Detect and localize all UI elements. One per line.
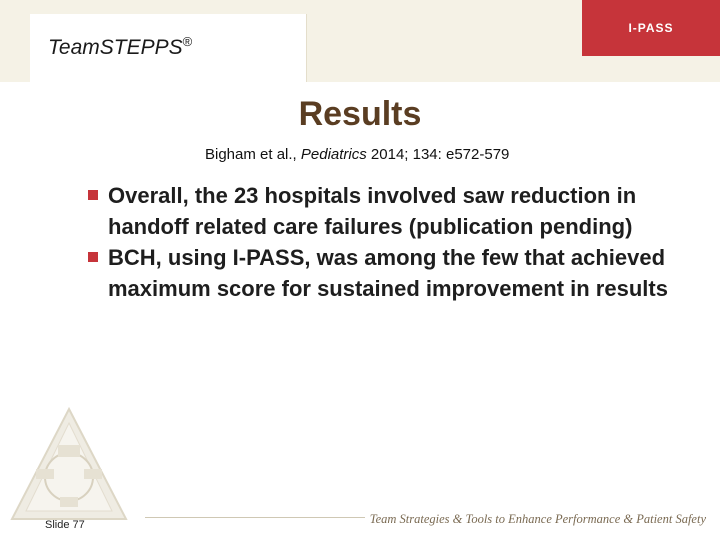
slide-title: Results (298, 95, 422, 133)
bullet-item (88, 242, 688, 304)
bullet-list (88, 180, 688, 304)
module-tab: I-PASS (582, 0, 720, 56)
slide-number: Slide 77 (45, 519, 85, 531)
bullet-text: BCH, using I-PASS, was among the few that achieved maximum score for sustained improvement in results (108, 245, 668, 301)
citation-details: 2014; 134: e572-579 (366, 146, 510, 163)
citation (205, 146, 509, 163)
citation-journal: Pediatrics (300, 146, 367, 163)
footer-divider (145, 517, 365, 518)
bullet-item (88, 180, 688, 242)
square-bullet-icon (88, 252, 98, 262)
footer-tagline: Team Strategies & Tools to Enhance Performance & Patient Safety (369, 512, 706, 526)
citation-authors: Bigham et al., (205, 146, 301, 163)
triangle-watermark-icon (8, 405, 130, 525)
bullet-text: Overall, the 23 hospitals involved saw reduction in handoff related care failures (publication pending) (108, 183, 637, 239)
registered-mark: ® (182, 34, 193, 49)
brand-prefix: Team (48, 36, 100, 59)
brand-name: STEPPS (99, 36, 183, 59)
brand-logo-text (48, 34, 192, 60)
square-bullet-icon (88, 190, 98, 200)
brand-box (30, 14, 307, 82)
